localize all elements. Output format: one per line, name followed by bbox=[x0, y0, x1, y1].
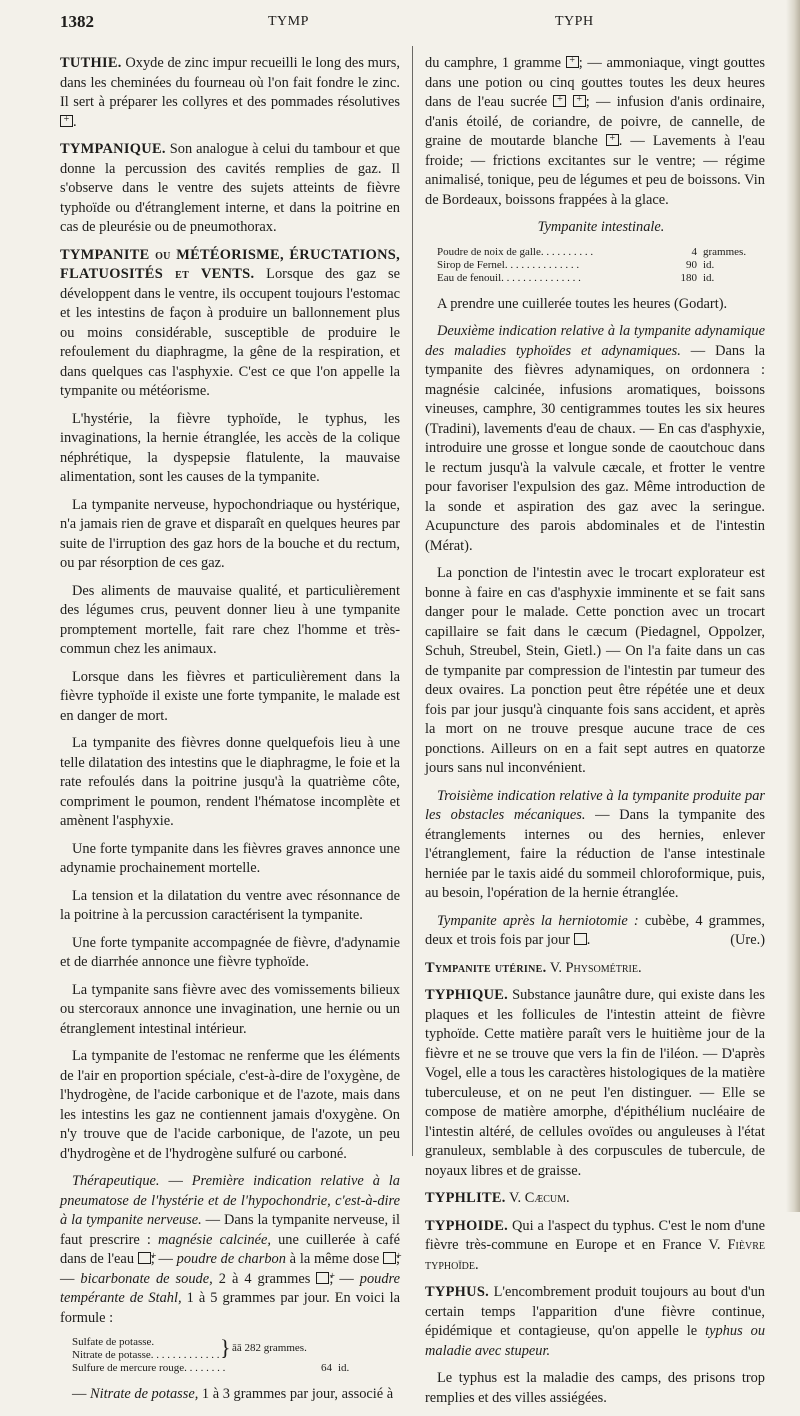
paragraph: Une forte tympanite accompagnée de fièvre, d'adynamie et de diarrhée annonce une fièvre typhoïde. bbox=[60, 934, 400, 970]
therapeutique-paragraph: Thérapeutique. — Première indication relative à la pneumatose de l'hystérie et de l'hypochondrie, c'est-à-dire à la tympanite nerveuse. — Dans la tympanite nerveuse, il faut prescrire : magnésie calcinée, une cuillerée à café dans de l'eau + ; — poudre de charbon à la même dose + ; — bicarbonate de soude, 2 à 4 grammes + ; — poudre tempérante de Stahl, 1 à 5 grammes par jour. En voici la formule : bbox=[60, 1172, 400, 1328]
running-header bbox=[0, 8, 800, 34]
paragraph: La tympanite de l'estomac ne renferme que les éléments de l'air en proportion spéciale, c'est-à-dire de l'oxygène, de l'hydrogène, de l'acide carbonique et de l'azote, mais dans les intestins les gaz ne contiennent jamais d'oxygène. On n'y trouve que de l'acide carbonique, de l'azote, un peu d'hydrogène et de l'hydrogène sulfuré ou carboné. bbox=[60, 1048, 400, 1162]
paragraph: Troisième indication relative à la tympanite produite par les obstacles mécaniques. — Dans la tympanite des étranglements internes ou des hernies, enlever l'étranglement, faire la réduction de l'anse intestinale herniée par le taxis aidé du sommeil chloroformique, puis, au besoin, l'opération de la hernie étranglée. bbox=[425, 787, 765, 901]
paragraph: La tympanite nerveuse, hypochondriaque ou hystérique, n'a jamais rien de grave et disparaît en quelques heures par suite de l'irruption des gaz hors de la bouche et du rectum, ou par résorption de ces gaz. bbox=[60, 496, 400, 571]
paragraph: La tension et la dilatation du ventre avec résonnance de la poitrine à la percussion caractérisent la tympanite. bbox=[60, 887, 400, 923]
symbol-box-icon bbox=[606, 134, 619, 146]
paragraph: Des aliments de mauvaise qualité, et particulièrement des légumes crus, peuvent donner lieu à une tympanite promptement mortelle, fait rare chez l'homme et très-commun chez les animaux. bbox=[60, 582, 400, 657]
symbol-box-icon bbox=[566, 56, 579, 68]
column-divider bbox=[412, 46, 413, 1156]
page-edge-shadow bbox=[786, 0, 800, 1212]
symbol-box-icon bbox=[383, 1252, 396, 1264]
entry-tympanite-uterine: Tympanite utérine. V. Physométrie. bbox=[425, 959, 642, 976]
formula-row: Eau de fenouil. . . . . . . . . . . . . . . 180 id. bbox=[437, 271, 715, 284]
symbol-box-icon bbox=[138, 1252, 151, 1264]
paragraph: La ponction de l'intestin avec le trocart explorateur est bonne à faire en cas d'asphyxie imminente et se fait sans danger pour le malade. Cette ponction avec un trocart capillaire se fait dans le cæcum (Piedagnel, Oppolzer, Schuh, Streubel, Stein, Gietl.) — On l'a faite dans un cas de tympanite par compression de l'intestin par tumeur des deux ovaires. La ponction peut être répétée une et deux fois par jour jusqu'à cinquante fois sans accident, et après la mort on ne trouve presque aucune trace de ces ponctions. Ailleurs on en a fait sept autres en quatorze jours sans nul inconvénient. bbox=[425, 565, 765, 776]
running-head-left: TYMP bbox=[268, 14, 309, 29]
brace-icon: } bbox=[220, 1335, 231, 1360]
symbol-box-icon bbox=[316, 1272, 329, 1284]
paragraph: — Nitrate de potasse, 1 à 3 grammes par jour, associé à bbox=[72, 1386, 394, 1402]
paragraph-herniotomie: Tympanite après la herniotomie : cubèbe, 4 grammes, deux et trois fois par jour . (Ure.) bbox=[425, 912, 765, 948]
entry-typhique: TYPHIQUE. Substance jaunâtre dure, qui existe dans les plaques et les follicules de l'intestin atteint de fièvre typhoïde. Cette matière paraît vers le huitième jour de la fièvre et ne se trouve que vers la fin de l'iléon. — D'après Vogel, elle a tous les caractères histologiques de la matière tuberculeuse, et on ne peut l'en distinguer. — Elle se compose de matière amorphe, d'épithélium nucléaire de l'intestin altéré, de cellules ovoïdes ou anguleuses à l'état granuleux, semblable à des corpuscules de tubercule, de noyaux libres et de graisse. bbox=[425, 987, 765, 1179]
paragraph: Lorsque dans les fièvres et particulièrement dans la fièvre typhoïde il existe une forte tympanite, le malade est en danger de mort. bbox=[60, 668, 400, 724]
entry-typhoide: TYPHOIDE. Qui a l'aspect du typhus. C'est le nom d'une fièvre très-commune en Europe et en France V. Fièvre typhoïde. bbox=[425, 1217, 765, 1273]
running-head-right: TYPH bbox=[555, 14, 594, 29]
symbol-box-icon bbox=[573, 95, 586, 107]
paragraph: Deuxième indication relative à la tympanite adynamique des maladies typhoïdes et adynamiques. — Dans la tympanite des fièvres adynamiques, on ordonnera : magnésie calcinée, infusions aromatiques, boissons vineuses, camphre, 30 centigrammes toutes les six heures (Tradini), lavements d'eau de chaux. — En cas d'asphyxie, introduire une grosse et longue sonde de caoutchouc dans le rectum jusqu'à la valvule cæcale, et frotter le ventre pour favoriser l'expulsion des gaz. Même introduction de la sonde et aspiration des gaz avec la seringue. Acupuncture des parois abdominales et de l'intestin (Mérat). bbox=[425, 323, 765, 554]
entry-tuthie: TUTHIE. Oxyde de zinc impur recueilli le long des murs, dans les cheminées du fourneau où l'on fait fondre le zinc. Il sert à préparer les collyres et des pommades résolutives +. bbox=[60, 54, 400, 132]
left-column bbox=[60, 54, 400, 1413]
paragraph: A prendre une cuillerée toutes les heures (Godart). bbox=[437, 295, 728, 312]
paragraph: La tympanite sans fièvre avec des vomissements bilieux ou stercoraux annonce une invagination, une hernie ou un étranglement intestinal intérieur. bbox=[60, 981, 400, 1037]
formula-noix-de-galle bbox=[437, 246, 765, 285]
symbol-empty-box-icon bbox=[574, 933, 587, 945]
formula-row: Poudre de noix de galle. . . . . . . . . . 4 grammes. bbox=[437, 245, 747, 258]
entry-tympanique: TYMPANIQUE. Son analogue à celui du tambour et que donne la percussion des cavités remplies de gaz. Il s'observe dans le ventre des sujets atteints de fièvre typhoïde ou d'étranglement interne, et dans la poitrine en cas de pleurésie ou de pneumothorax. bbox=[60, 141, 400, 235]
paragraph: L'hystérie, la fièvre typhoïde, le typhus, les invaginations, la hernie étranglée, les accès de la colique néphrétique, la dyspepsie flatulente, la mauvaise alimentation, sont les causes de la tympanite. bbox=[60, 410, 400, 485]
symbol-box-icon bbox=[553, 95, 566, 107]
entry-tympanite: TYMPANITE ou MÉTÉORISME, ÉRUCTATIONS, FLATUOSITÉS et VENTS. Lorsque des gaz se développent dans le ventre, ils occupent toujours l'estomac et les intestins de façon à produire un ballonnement plus ou moins considérable, susceptible de produire le refoulement du diaphragme, la gêne de la respiration, et dans quelques cas l'asphyxie. C'est ce que l'on appelle la tympanite ou météorisme. bbox=[60, 246, 400, 399]
formula-row: Sulfure de mercure rouge. . . . . . . . 64 id. bbox=[72, 1362, 350, 1374]
paragraph: Une forte tympanite dans les fièvres graves annonce une adynamie prochainement mortelle. bbox=[60, 840, 400, 876]
paragraph-continued: du camphre, 1 gramme + ; — ammoniaque, vingt gouttes dans une potion ou cinq gouttes toutes les deux heures dans de l'eau sucrée + + ; — infusion d'anis ordinaire, d'anis étoilé, de coriandre, de poivre, de cannelle, de graine de moutarde blanche + . — Lavements à l'eau froide; — frictions excitantes sur le ventre; — régime animalisé, tonique, peu de légumes et peu de boissons. Vin de Bordeaux, boissons frappées à la glace. bbox=[425, 54, 765, 210]
paragraph: Le typhus est la maladie des camps, des prisons trop remplies et des villes assiégées. bbox=[425, 1370, 765, 1406]
formula-row: Sirop de Fernel. . . . . . . . . . . . . . 90 id. bbox=[437, 258, 715, 271]
section-heading: Tympanite intestinale. bbox=[537, 219, 665, 235]
entry-typhus: TYPHUS. L'encombrement produit toujours au bout d'un certain temps l'apparition d'une fièvre continue, épidémique et contagieuse, qu'on appelle le typhus ou maladie avec stupeur. bbox=[425, 1284, 766, 1359]
entry-typhlite: TYPHLITE. V. Cæcum. bbox=[425, 1190, 570, 1206]
page-number: 1382 bbox=[60, 12, 94, 31]
formula-stahl: Sulfate de potasse. Nitrate de potasse. . . . . . . . . . . . . . } āā 282 grammes. Sulfure de mercure rouge. . . . . . . . 64 id. bbox=[72, 1336, 400, 1375]
symbol-box-icon bbox=[60, 115, 73, 127]
paragraph: La tympanite des fièvres donne quelquefois lieu à une telle dilatation des intestins que le diaphragme, le foie et la rate refoulés dans la poitrine jusqu'à la quatrième côte, compriment le poumon, rendent l'hématose incomplète et amènent l'asphyxie. bbox=[60, 735, 400, 829]
